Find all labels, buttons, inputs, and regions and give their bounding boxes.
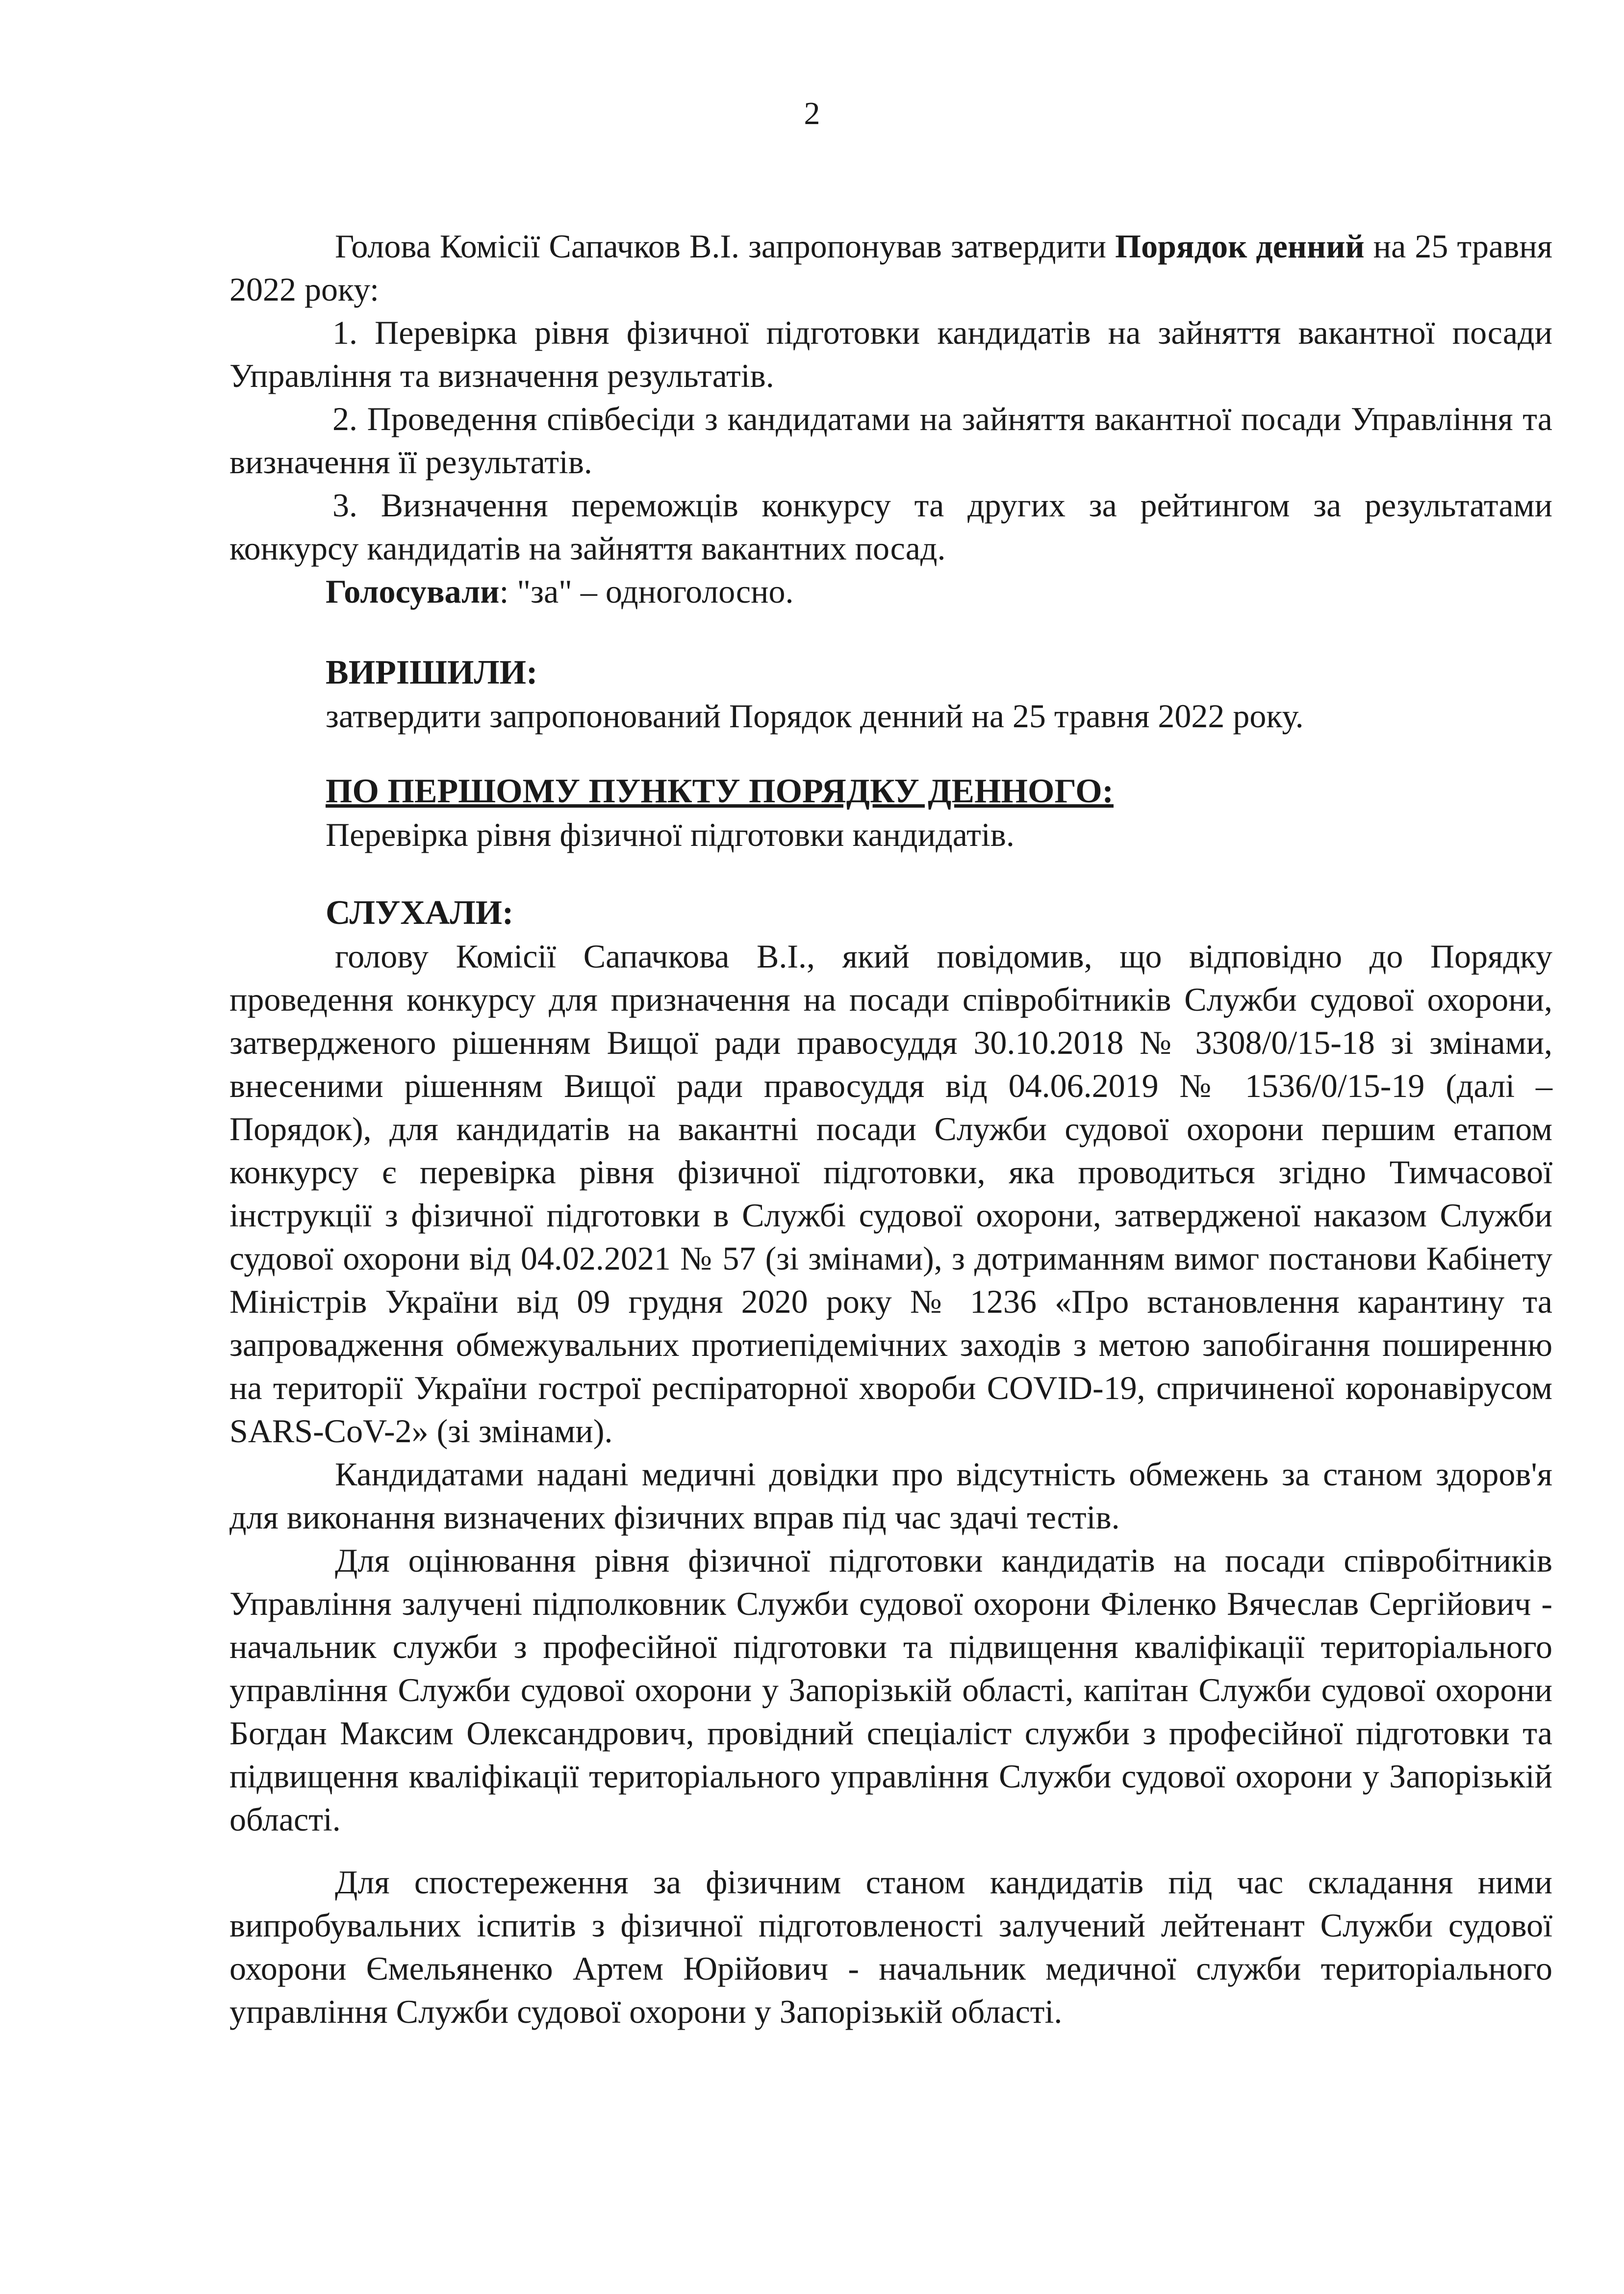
decided-heading: ВИРІШИЛИ: <box>326 654 538 691</box>
first-item-text: Перевірка рівня фізичної підготовки кандидатів. <box>326 816 1015 853</box>
heard-paragraph-1: голову Комісії Сапачкова В.І., який повідомив, що відповідно до Порядку проведення конкурсу для призначення на посади співробітників Служби судової охорони, затвердженого рішенням Вищої ради правосуддя 30.10.2018 № 3308/0/15-18 зі змінами, внесеними рішенням Вищої ради правосуддя від 04.06.2019 № 1536/0/15-19 (далі – Порядок), для кандидатів на вакантні посади Служби судової охорони першим етапом конкурсу є перевірка рівня фізичної підготовки, яка проводиться згідно Тимчасової інструкції з фізичної підготовки в Службі судової охорони, затвердженої наказом Служби судової охорони від 04.02.2021 № 57 (зі змінами), з дотриманням вимог постанови Кабінету Міністрів України від 09 грудня 2020 року № 1236 «Про встановлення карантину та запровадження обмежувальних протиепідемічних заходів з метою запобігання поширенню на території України гострої респіраторної хвороби COVID-19, спричиненої коронавірусом SARS-CoV-2» (зі змінами). <box>229 938 1552 1450</box>
heard-paragraph-2: Кандидатами надані медичні довідки про відсутність обмежень за станом здоров'я для виконання визначених фізичних вправ під час здачі тестів. <box>229 1455 1552 1536</box>
agenda-intro-text: Голова Комісії Сапачков В.І. запропонував затвердити <box>335 228 1116 265</box>
page-number: 2 <box>804 96 820 131</box>
document-body <box>229 225 1552 2033</box>
heard-heading: СЛУХАЛИ: <box>326 894 514 932</box>
vote-text: : "за" – одноголосно. <box>499 573 794 610</box>
vote-line <box>326 570 1552 613</box>
heard-paragraph-3: Для оцінювання рівня фізичної підготовки кандидатів на посади співробітників Управління залучені підполковник Служби судової охорони Філенко Вячеслав Сергійович - начальник служби з професійної підготовки та підвищення кваліфікації територіального управління Служби судової охорони у Запорізькій області, капітан Служби судової охорони Богдан Максим Олександрович, провідний спеціаліст служби з професійної підготовки та підвищення кваліфікації територіального управління Служби судової охорони у Запорізькій області. <box>229 1542 1552 1838</box>
decided-text: затвердити запропонований Порядок денний на 25 травня 2022 року. <box>326 697 1304 735</box>
agenda-item-2: 2. Проведення співбесіди з кандидатами на зайняття вакантної посади Управління та визначення її результатів. <box>229 400 1552 481</box>
agenda-item-1: 1. Перевірка рівня фізичної підготовки кандидатів на зайняття вакантної посади Управління та визначення результатів. <box>229 314 1552 394</box>
agenda-intro-suffix: на 25 травня 2022 року: <box>229 228 1552 308</box>
heard-paragraph-4: Для спостереження за фізичним станом кандидатів під час складання ними випробувальних іспитів з фізичної підготовленості залучений лейтенант Служби судової охорони Ємельяненко Артем Юрійович - начальник медичної служби територіального управління Служби судової охорони у Запорізькій області. <box>229 1863 1552 2030</box>
agenda-intro-bold: Порядок денний <box>1115 228 1365 265</box>
vote-label: Голосували <box>326 573 500 610</box>
first-item-heading: ПО ПЕРШОМУ ПУНКТУ ПОРЯДКУ ДЕННОГО: <box>326 772 1114 810</box>
agenda-intro <box>229 225 1552 311</box>
agenda-item-3: 3. Визначення переможців конкурсу та других за рейтингом за результатами конкурсу кандидатів на зайняття вакантних посад. <box>229 486 1552 567</box>
